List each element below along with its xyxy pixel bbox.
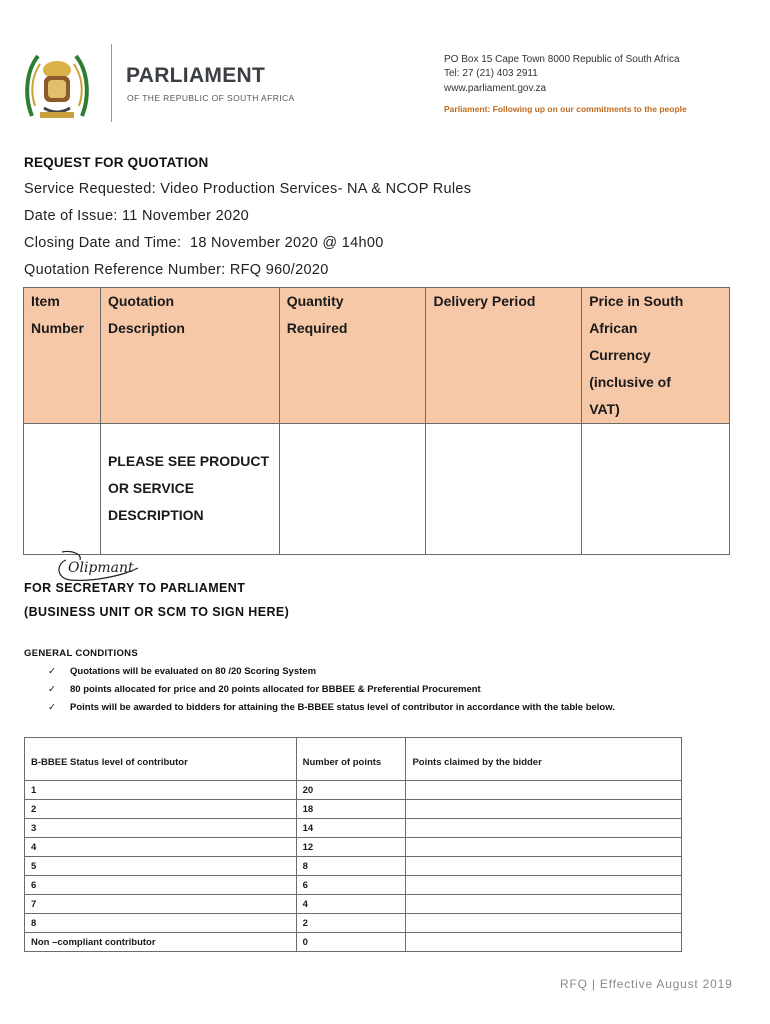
telephone: Tel: 27 (21) 403 2911 <box>444 68 538 79</box>
header-delivery-period: Delivery Period <box>426 288 582 424</box>
condition-item: ✓ Quotations will be evaluated on 80 /20 Scoring System <box>48 666 317 677</box>
rfq-title: REQUEST FOR QUOTATION <box>24 155 209 170</box>
quotation-row <box>24 424 730 555</box>
header-price: Price in South African Currency (inclusive of VAT) <box>582 288 730 424</box>
condition-item: ✓ Points will be awarded to bidders for attaining the B-BBEE status level of contributor in accordance with the table below. <box>48 702 615 713</box>
header-status-level: B-BBEE Status level of contributor <box>25 738 297 781</box>
cell-quantity <box>279 424 426 555</box>
table-row: 6 6 <box>25 876 682 895</box>
table-row: 3 14 <box>25 819 682 838</box>
header-points-claimed: Points claimed by the bidder <box>406 738 682 781</box>
table-row: 8 2 <box>25 914 682 933</box>
check-icon: ✓ <box>48 684 56 695</box>
sign-here-line: (BUSINESS UNIT OR SCM TO SIGN HERE) <box>24 605 290 619</box>
footer: RFQ | Effective August 2019 <box>560 977 733 991</box>
tagline: Parliament: Following up on our commitments to the people <box>444 104 687 114</box>
cell-delivery <box>426 424 582 555</box>
check-icon: ✓ <box>48 666 56 677</box>
condition-item: ✓ 80 points allocated for price and 20 points allocated for BBBEE & Preferential Procurement <box>48 684 481 695</box>
org-name: PARLIAMENT <box>126 64 266 87</box>
closing-date: Closing Date and Time: 18 November 2020 @ 14h00 <box>24 235 384 251</box>
header-number-points: Number of points <box>296 738 406 781</box>
secretary-line: FOR SECRETARY TO PARLIAMENT <box>24 581 246 595</box>
table-row: 1 20 <box>25 781 682 800</box>
postal-address: PO Box 15 Cape Town 8000 Republic of South Africa <box>444 54 680 65</box>
reference-number: Quotation Reference Number: RFQ 960/2020 <box>24 262 329 278</box>
org-subtitle: OF THE REPUBLIC OF SOUTH AFRICA <box>127 93 295 103</box>
cell-price <box>582 424 730 555</box>
header-quantity: Quantity Required <box>279 288 426 424</box>
table-row: 2 18 <box>25 800 682 819</box>
parliament-crest-logo <box>22 46 92 126</box>
svg-text:Olipmant: Olipmant <box>68 560 134 576</box>
handwritten-signature <box>52 548 147 584</box>
cell-item-number <box>24 424 101 555</box>
check-icon: ✓ <box>48 702 56 713</box>
table-row: 5 8 <box>25 857 682 876</box>
table-row: 7 4 <box>25 895 682 914</box>
issue-date: Date of Issue: 11 November 2020 <box>24 208 250 224</box>
header-item-number: Item Number <box>24 288 101 424</box>
cell-description: PLEASE SEE PRODUCT OR SERVICE DESCRIPTION <box>100 424 279 555</box>
bbbee-points-table <box>24 737 682 952</box>
header-description: Quotation Description <box>100 288 279 424</box>
table-row: Non –compliant contributor 0 <box>25 933 682 952</box>
quotation-table <box>23 287 730 555</box>
website: www.parliament.gov.za <box>444 83 547 94</box>
quotation-header-row <box>24 288 730 424</box>
general-conditions-title: GENERAL CONDITIONS <box>24 648 138 659</box>
table-row: 4 12 <box>25 838 682 857</box>
service-requested: Service Requested: Video Production Services- NA & NCOP Rules <box>24 181 472 197</box>
header-divider <box>111 44 112 122</box>
points-header-row <box>25 738 682 781</box>
